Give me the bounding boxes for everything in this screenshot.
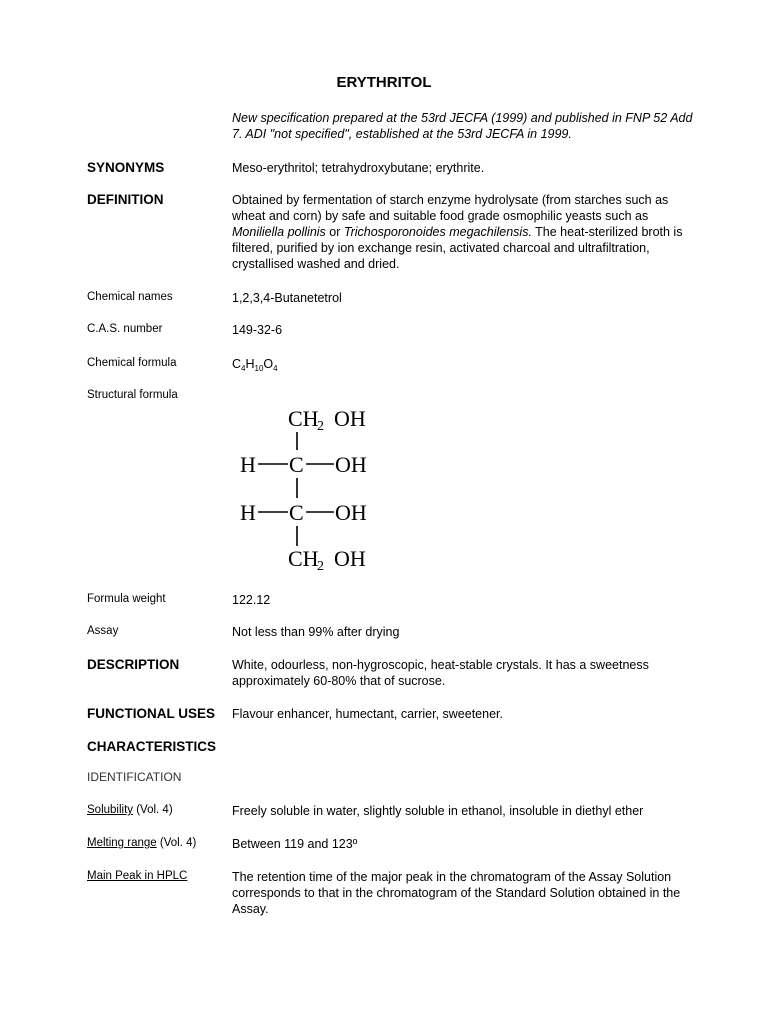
assay-value: Not less than 99% after drying xyxy=(232,625,400,639)
solubility-ref: (Vol. 4) xyxy=(133,804,173,816)
structural-formula-label: Structural formula xyxy=(87,389,178,401)
structural-formula-diagram xyxy=(232,398,392,574)
row2-c-text: C xyxy=(289,500,304,525)
definition-label: DEFINITION xyxy=(87,192,164,207)
functional-uses-value: Flavour enhancer, humectant, carrier, sweetener. xyxy=(232,707,503,721)
bottom-ch-text: CH xyxy=(288,546,319,571)
bottom-sub-text: 2 xyxy=(317,559,324,574)
solubility-link[interactable]: Solubility xyxy=(87,804,134,816)
definition-species-1: Moniliella pollinis xyxy=(232,225,326,239)
melting-range-ref: (Vol. 4) xyxy=(156,837,197,849)
chemical-formula-label: Chemical formula xyxy=(87,357,177,369)
chemical-formula-value: $C_4H_{10}O_4$ xyxy=(232,357,278,373)
top-ch-text: CH xyxy=(288,406,319,431)
solubility-label xyxy=(87,803,173,817)
main-peak-link[interactable]: Main Peak in HPLC xyxy=(87,870,188,882)
functional-uses-label: FUNCTIONAL USES xyxy=(87,706,216,721)
main-peak-value: The retention time of the major peak in the chromatogram of the Assay Solution corresponds to that in the chromatogram of the Standard Solution obtained in the Assay. xyxy=(232,870,681,916)
melting-range-link[interactable]: Melting range xyxy=(87,837,157,849)
top-sub-text: 2 xyxy=(317,419,324,434)
definition-text-3: The heat-sterilized broth is filtered, purified by ion exchange resin, activated charcoal and ultrafiltration, crystallised washed and dried. xyxy=(232,225,683,271)
synonyms-value: Meso-erythritol; tetrahydroxybutane; erythrite. xyxy=(232,161,485,175)
melting-range-value: Between 119 and 123º xyxy=(232,837,358,851)
description-label: DESCRIPTION xyxy=(87,657,180,672)
formula-weight-label: Formula weight xyxy=(87,593,166,605)
row1-h-text: H xyxy=(240,452,256,477)
cas-number-value: 149-32-6 xyxy=(232,323,283,337)
bottom-oh-text: OH xyxy=(334,546,366,571)
definition-species-2: Trichosporonoides megachilensis. xyxy=(343,225,532,239)
synonyms-label: SYNONYMS xyxy=(87,160,165,175)
definition-text-2: or xyxy=(325,225,344,239)
identification-label: IDENTIFICATION xyxy=(87,770,182,784)
chemical-names-value: 1,2,3,4-Butanetetrol xyxy=(232,291,342,305)
row1-oh-text: OH xyxy=(335,452,367,477)
solubility-value: Freely soluble in water, slightly soluble in ethanol, insoluble in diethyl ether xyxy=(232,804,644,818)
chemical-names-label: Chemical names xyxy=(87,291,173,303)
row2-oh-text: OH xyxy=(335,500,367,525)
top-oh-text: OH xyxy=(334,406,366,431)
description-value: White, odourless, non-hygroscopic, heat-stable crystals. It has a sweetness approximately 60-80% that of sucrose. xyxy=(232,658,649,688)
melting-range-label xyxy=(87,836,196,850)
row1-c-text: C xyxy=(289,452,304,477)
main-peak-label xyxy=(87,869,187,883)
page-title: ERYTHRITOL xyxy=(336,74,432,91)
characteristics-label: CHARACTERISTICS xyxy=(87,739,217,754)
assay-label: Assay xyxy=(87,625,119,637)
formula-weight-value: 122.12 xyxy=(232,593,271,607)
definition-value xyxy=(232,192,702,272)
intro-note: New specification prepared at the 53rd JECFA (1999) and published in FNP 52 Add 7. ADI "not specified", established at the 53rd JECFA in 1999. xyxy=(232,111,693,141)
definition-text-1: Obtained by fermentation of starch enzyme hydrolysate (from starches such as wheat and corn) by safe and suitable food grade osmophilic yeasts such as xyxy=(232,193,669,223)
cas-number-label: C.A.S. number xyxy=(87,323,163,335)
row2-h-text: H xyxy=(240,500,256,525)
